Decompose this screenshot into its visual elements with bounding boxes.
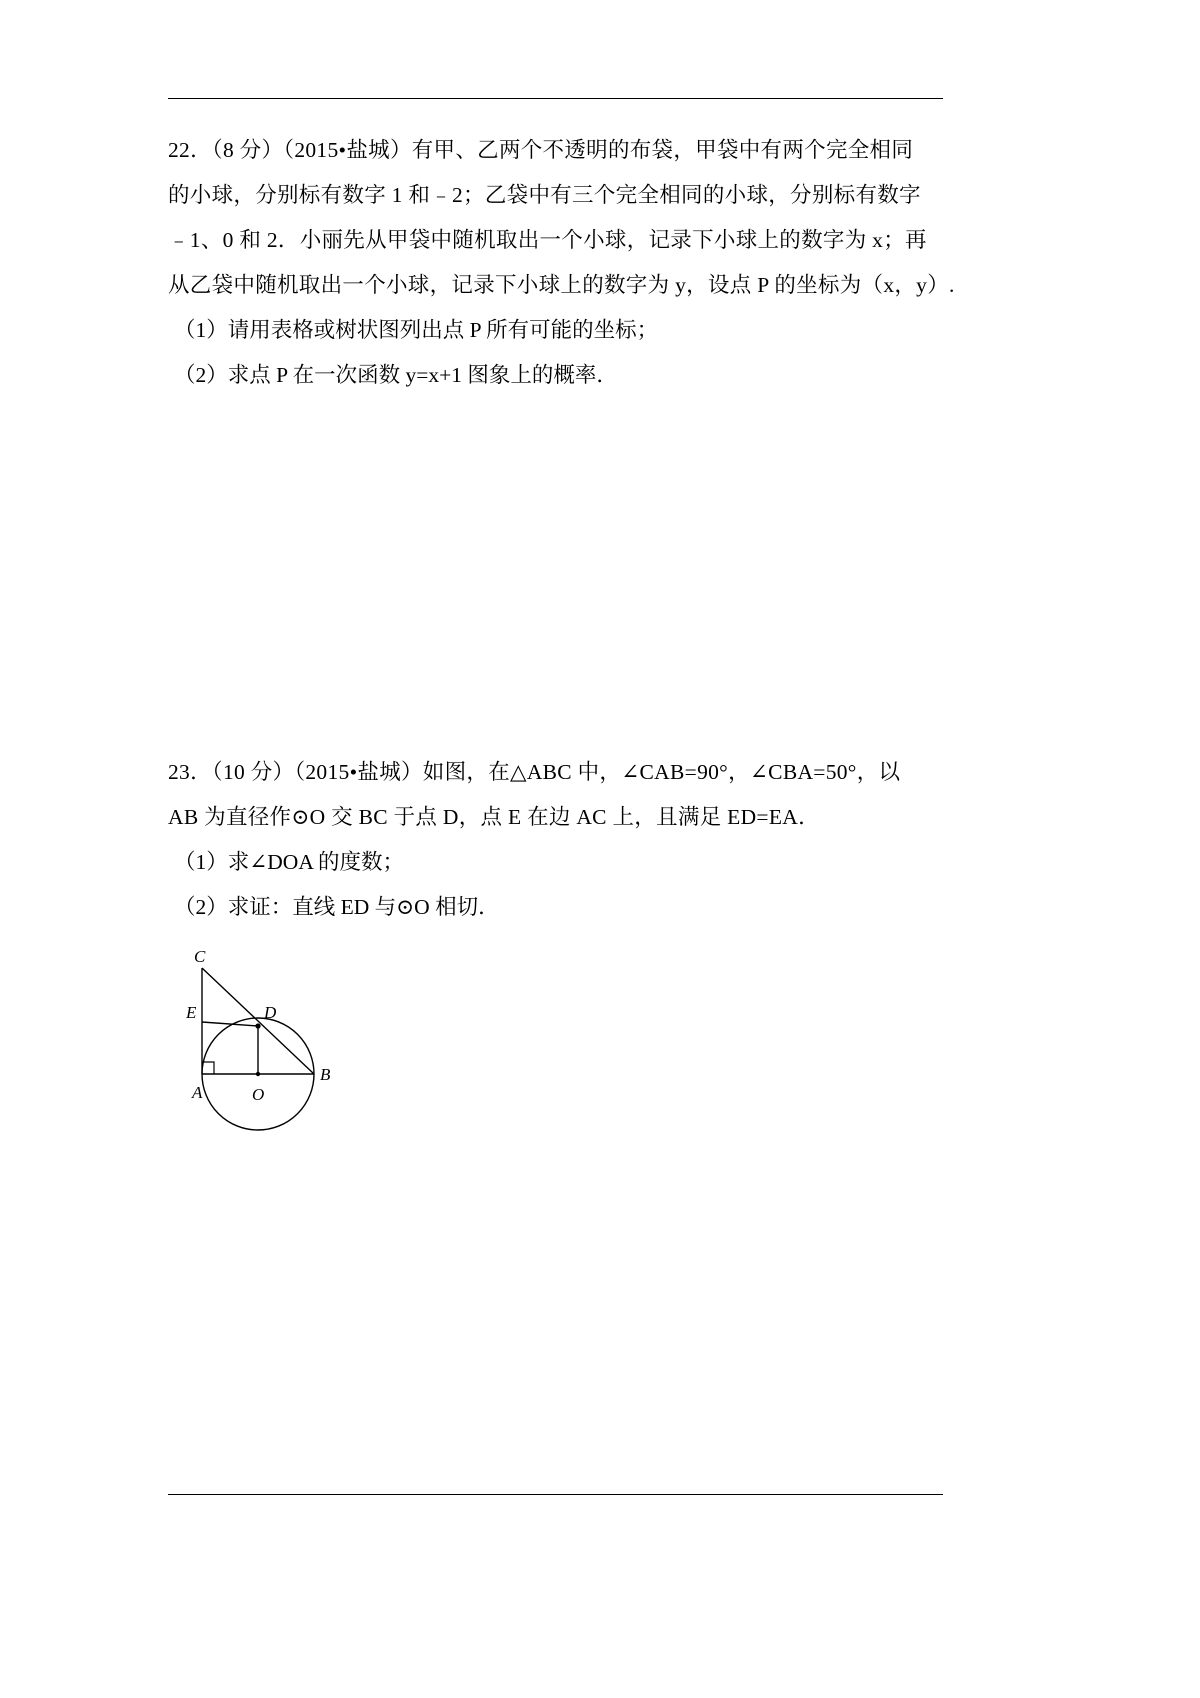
question-22-line-4: 从乙袋中随机取出一个小球，记录下小球上的数字为 y，设点 P 的坐标为（x，y）. xyxy=(168,273,955,297)
question-22-line-1: 22．（8 分）（2015•盐城）有甲、乙两个不透明的布袋，甲袋中有两个完全相同 xyxy=(168,138,914,162)
answer-space-23 xyxy=(168,1188,958,1518)
question-23 xyxy=(168,750,958,1188)
header-rule xyxy=(168,98,943,99)
question-22-sub-2: （2）求点 P 在一次函数 y=x+1 图象上的概率． xyxy=(174,363,618,387)
question-23-figure xyxy=(186,948,446,1188)
point-d xyxy=(255,1023,260,1028)
question-22-line-3: ﹣1、0 和 2．小丽先从甲袋中随机取出一个小球，记录下小球上的数字为 x；再 xyxy=(168,228,927,252)
document-content xyxy=(168,128,958,1518)
footer-rule xyxy=(168,1494,943,1495)
question-23-sub-1: （1）求∠DOA 的度数； xyxy=(174,850,405,874)
question-22-sub-1: （1）请用表格或树状图列出点 P 所有可能的坐标； xyxy=(174,318,659,342)
figure-label-d: D xyxy=(264,1003,277,1022)
figure-label-o: O xyxy=(252,1085,265,1104)
answer-space-22 xyxy=(168,398,958,750)
question-23-line-1: 23．（10 分）（2015•盐城）如图，在△ABC 中，∠CAB=90°，∠CBA=50°，以 xyxy=(168,760,901,784)
right-angle-mark xyxy=(202,1062,214,1074)
question-22-line-2: 的小球，分别标有数字 1 和﹣2；乙袋中有三个完全相同的小球，分别标有数字 xyxy=(168,183,921,207)
figure-label-b: B xyxy=(320,1065,331,1084)
question-23-sub-2: （2）求证：直线 ED 与⊙O 相切． xyxy=(174,895,500,919)
figure-label-e: E xyxy=(186,1003,197,1022)
question-22 xyxy=(168,128,958,398)
figure-label-a: A xyxy=(192,1083,203,1102)
figure-label-c: C xyxy=(194,948,206,966)
point-o xyxy=(256,1072,260,1076)
question-23-line-2: AB 为直径作⊙O 交 BC 于点 D，点 E 在边 AC 上，且满足 ED=EA． xyxy=(168,805,820,829)
